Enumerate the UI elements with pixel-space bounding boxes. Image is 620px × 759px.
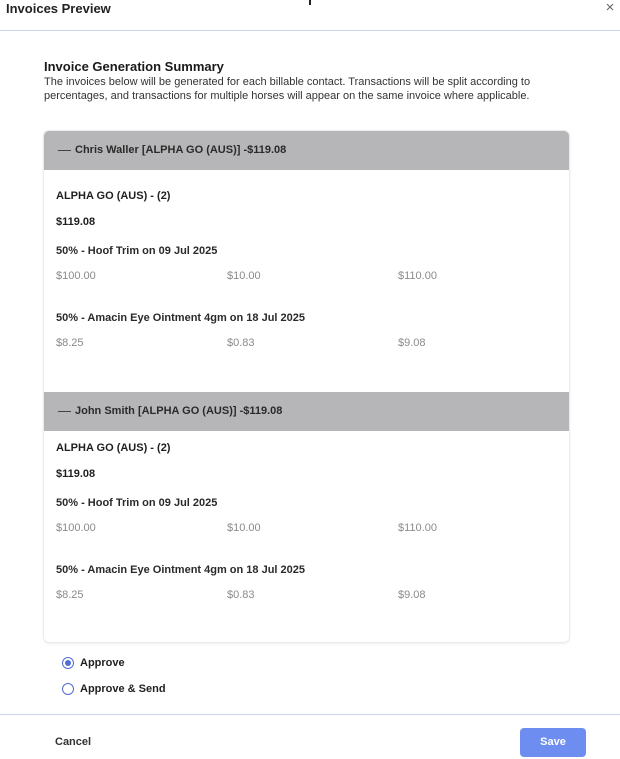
contact-header[interactable] xyxy=(44,131,569,170)
transaction-amount: $100.00 xyxy=(56,522,96,534)
collapse-icon: — xyxy=(58,142,71,157)
approve-label: Approve xyxy=(80,657,125,669)
cancel-button[interactable]: Cancel xyxy=(55,736,92,748)
transaction-amount: $8.25 xyxy=(56,337,84,349)
summary-section xyxy=(44,59,574,103)
transaction-title: 50% - Hoof Trim on 09 Jul 2025 xyxy=(56,497,218,509)
horse-name: ALPHA GO (AUS) - (2) xyxy=(56,442,171,454)
approve-option[interactable] xyxy=(62,657,125,669)
horse-total: $119.08 xyxy=(56,216,96,228)
transaction-tax: $0.83 xyxy=(227,589,255,601)
transaction-title: 50% - Hoof Trim on 09 Jul 2025 xyxy=(56,245,218,257)
transaction-tax: $10.00 xyxy=(227,270,261,282)
transaction-tax: $10.00 xyxy=(227,522,261,534)
transaction-amount: $100.00 xyxy=(56,270,96,282)
horse-total: $119.08 xyxy=(56,468,96,480)
footer-divider xyxy=(0,714,620,715)
horse-name: ALPHA GO (AUS) - (2) xyxy=(56,190,171,202)
approve-send-label: Approve & Send xyxy=(80,683,166,695)
collapse-icon: — xyxy=(58,403,71,418)
transaction-total: $110.00 xyxy=(398,522,437,534)
transaction-total: $9.08 xyxy=(398,589,426,601)
summary-title: Invoice Generation Summary xyxy=(44,59,224,74)
transaction-title: 50% - Amacin Eye Ointment 4gm on 18 Jul 2025 xyxy=(56,564,306,576)
approve-radio[interactable] xyxy=(62,657,74,669)
text-cursor-mark xyxy=(309,0,311,5)
summary-description: The invoices below will be generated for each billable contact. Transactions will be split according to percentages, and transactions for multiple horses will appear on the same invoice where applicable. xyxy=(44,76,531,102)
contact-header-label: Chris Waller [ALPHA GO (AUS)] -$119.08 xyxy=(75,144,287,156)
approve-send-radio[interactable] xyxy=(62,683,74,695)
transaction-title: 50% - Amacin Eye Ointment 4gm on 18 Jul 2025 xyxy=(56,312,306,324)
close-icon[interactable]: × xyxy=(605,0,615,16)
contact-header-label: John Smith [ALPHA GO (AUS)] -$119.08 xyxy=(75,405,283,417)
transaction-total: $110.00 xyxy=(398,270,437,282)
approve-send-option[interactable] xyxy=(62,683,166,695)
transaction-tax: $0.83 xyxy=(227,337,255,349)
transaction-total: $9.08 xyxy=(398,337,426,349)
contact-header[interactable] xyxy=(44,392,569,431)
transaction-amount: $8.25 xyxy=(56,589,84,601)
dialog-header xyxy=(0,0,620,31)
dialog-title: Invoices Preview xyxy=(6,1,111,16)
invoice-list-panel xyxy=(44,131,569,642)
save-button[interactable]: Save xyxy=(520,728,586,757)
